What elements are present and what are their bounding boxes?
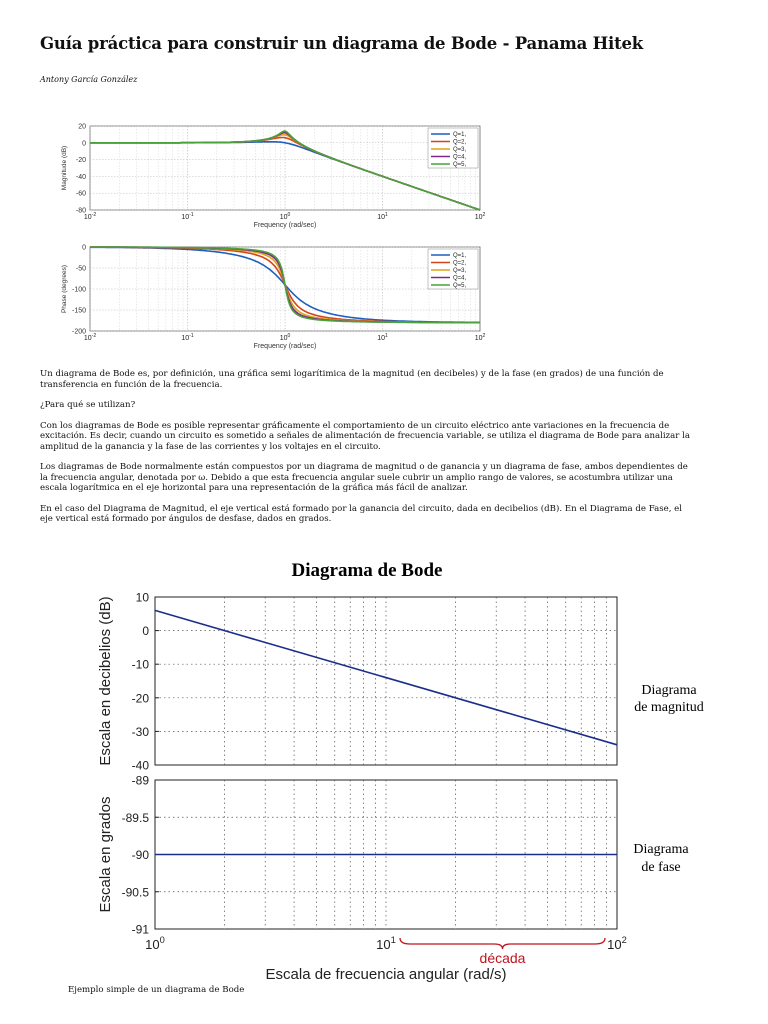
x-axis-label: Frequency (rad/sec): [253, 343, 317, 350]
bode-title: Diagrama de Bode: [291, 560, 443, 581]
x-tick-label: $10^{-2}$: [83, 332, 97, 342]
x-tick-label: $10^{-1}$: [181, 211, 194, 221]
x-tick-label: $10^{-2}$: [83, 211, 97, 221]
y-tick-label: 0: [142, 624, 149, 639]
x-axis-label: Frequency (rad/sec): [253, 222, 317, 229]
legend-label: Q=1,: [453, 132, 467, 139]
paragraph-usage: Con los diagramas de Bode es posible representar gráficamente el comportamiento de un circuito eléctrico ante variaciones en la frecuencia de excitación. Es decir, cuando un circuito es sometido a señales de alimentación de frecuencia variable, se utiliza el diagrama de Bode para analizar la amplitud de la ganancia y la fase de las corrientes y los voltajes en el circuito.: [40, 420, 690, 452]
x-axis-label: Escala de frecuencia angular (rad/s): [265, 966, 507, 983]
magnitude-plot: [61, 124, 485, 230]
bode-magnitude-plot: [97, 591, 617, 773]
legend-label: Q=5,: [453, 283, 467, 290]
y-tick-label: -20: [131, 691, 149, 706]
document-title: Guía práctica para construir un diagrama de Bode - Panama Hitek: [40, 34, 644, 53]
phase-annotation-line1: Diagrama: [633, 842, 689, 857]
legend-label: Q=5,: [453, 162, 467, 169]
mag-annotation-line2: de magnitud: [634, 700, 704, 715]
y-axis-label: Phase (degrees): [61, 264, 68, 314]
top-bode-figure: [50, 116, 490, 361]
paragraph-axes: En el caso del Diagrama de Magnitud, el eje vertical está formado por la ganancia del circuito, dada en decibelios (dB). En el Diagrama de Fase, el eje vertical está formado por ángulos de desfase, dados en grados.: [40, 503, 683, 524]
y-tick-label: -90.5: [121, 885, 149, 900]
legend-label: Q=4,: [453, 275, 467, 282]
y-tick-label: -100: [71, 286, 86, 294]
y-tick-label: -200: [71, 328, 86, 336]
legend-label: Q=3,: [453, 147, 467, 154]
y-tick-label: 0: [82, 244, 86, 252]
y-tick-label: 20: [78, 123, 86, 131]
legend-label: Q=3,: [453, 268, 467, 275]
simple-bode-figure: [90, 550, 730, 985]
paragraph-question: ¿Para qué se utilizan?: [40, 400, 136, 410]
mag-annotation-line1: Diagrama: [641, 683, 697, 698]
x-tick-label: $10^2$: [474, 211, 486, 221]
legend-label: Q=2,: [453, 260, 467, 267]
x-tick-label: $10^1$: [376, 935, 396, 952]
paragraph-definition: Un diagrama de Bode es, por definición, una gráfica semi logarítimica de la magnitud (en decibeles) y de la fase (en grados) de una función de transferencia en función de la frecuencia.: [40, 369, 664, 390]
y-tick-label: -20: [75, 157, 86, 165]
legend-label: Q=4,: [453, 154, 467, 161]
legend-label: Q=1,: [453, 253, 467, 260]
y-tick-label: -150: [71, 307, 86, 315]
paragraph-composition: Los diagramas de Bode normalmente están compuestos por un diagrama de magnitud o de ganancia y un diagrama de fase, ambos dependientes de la frecuencia angular, denotada por ω. Debido a que esta frecuencia angular suele cubrir un amplio rango de valores, se acostumbra utilizar una escala logarítmica en el eje horizontal para una representación de la gráfica más fácil de analizar.: [40, 462, 688, 493]
y-tick-label: -40: [75, 173, 86, 181]
legend-label: Q=2,: [453, 139, 467, 146]
y-tick-label: 10: [135, 590, 149, 605]
body-text: [40, 369, 690, 535]
document-author: Antony García González: [40, 75, 138, 84]
y-tick-label: -89: [131, 773, 149, 788]
decade-brace: [400, 938, 605, 949]
x-tick-label: $10^2$: [474, 332, 486, 342]
x-tick-label: $10^0$: [279, 211, 291, 221]
plot-area: [155, 597, 617, 765]
x-tick-label: $10^{-1}$: [181, 332, 194, 342]
phase-annotation-line2: de fase: [641, 860, 681, 875]
bode-phase-plot: [97, 774, 627, 984]
y-tick-label: -80: [75, 207, 86, 215]
y-tick-label: 0: [82, 140, 86, 148]
y-tick-label: -89.5: [121, 810, 149, 825]
y-tick-label: -60: [75, 190, 86, 198]
y-tick-label: -30: [131, 724, 149, 739]
y-axis-label: Magnitude (dB): [61, 145, 68, 191]
x-tick-label: $10^1$: [377, 332, 388, 342]
y-axis-label: Escala en decibelios (dB): [97, 596, 114, 766]
phase-plot: [61, 245, 485, 351]
x-tick-label: $10^1$: [377, 211, 388, 221]
y-tick-label: -90: [131, 848, 149, 862]
y-tick-label: -91: [131, 922, 149, 937]
x-tick-label: $10^0$: [145, 935, 165, 952]
y-tick-label: -10: [131, 657, 149, 672]
figure-caption: Ejemplo simple de un diagrama de Bode: [68, 985, 245, 995]
x-tick-label: $10^0$: [279, 332, 291, 342]
y-tick-label: -40: [131, 758, 149, 773]
decade-label: década: [479, 950, 526, 966]
y-axis-label: Escala en grados: [97, 796, 114, 913]
y-tick-label: -50: [75, 265, 86, 273]
x-tick-label: $10^2$: [607, 935, 627, 952]
